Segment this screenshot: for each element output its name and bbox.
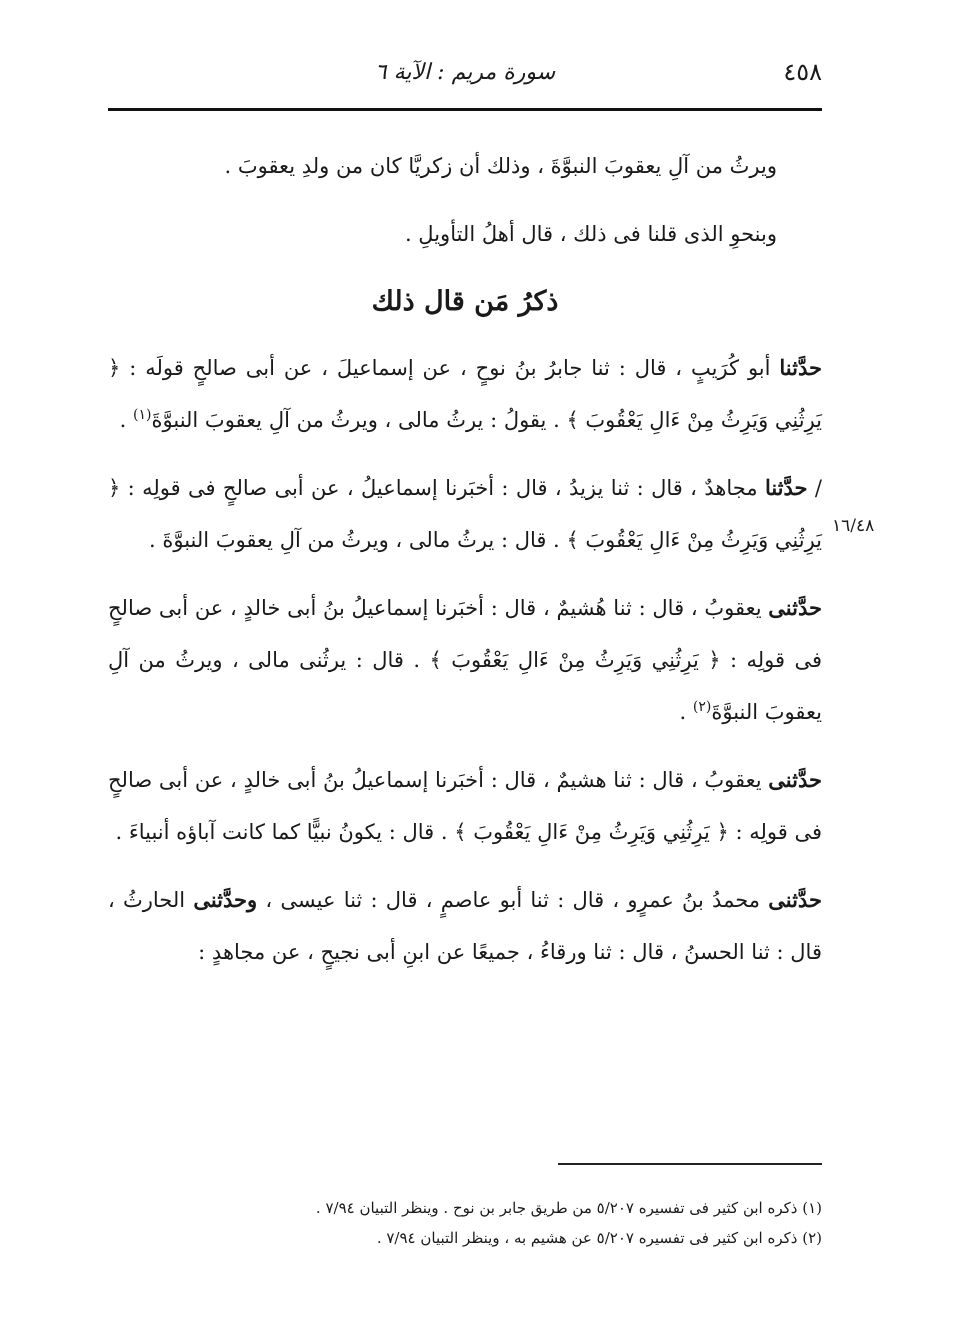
main-text <box>108 140 822 994</box>
paragraph: وبنحوِ الذى قلنا فى ذلك ، قال أهلُ التأويلِ . <box>404 222 777 246</box>
quran-quote: ﴿ يَرِثُنِي وَيَرِثُ مِنْ ءَالِ يَعْقُوبَ ﴾ <box>454 820 729 844</box>
paragraph-end: . <box>679 700 687 724</box>
running-title: سورة مريم : الآية ٦ <box>374 60 556 85</box>
paragraph-text: محمدُ بنُ عمرٍو ، قال : ثنا أبو عاصمٍ ، قال : ثنا عيسى ، <box>265 888 761 912</box>
footnote-rule <box>558 1163 822 1165</box>
page-break-mark: / <box>814 476 822 500</box>
footnote: (١) ذكره ابن كثير فى تفسيره ٥/٢٠٧ من طريق جابر بن نوح . وينظر التبيان ٧/٩٤ . <box>315 1199 822 1217</box>
paragraph-text: أبو كُرَيبٍ ، قال : ثنا جابرُ بنُ نوحٍ ، عن إسماعيلَ ، عن أبى صالحٍ قولَه : <box>129 356 771 380</box>
quran-quote: ﴿ يَرِثُنِي وَيَرِثُ مِنْ ءَالِ يَعْقُوبَ ﴾ <box>108 476 822 552</box>
paragraph-text: . قال : يكونُ نبيًّا كما كانت آباؤه أنبياءَ . <box>115 820 448 844</box>
lead-word: حدَّثنا <box>764 475 808 500</box>
paragraph-text: . قال : يرثُنى مالى ، ويرثُ من آلِ يعقوبَ النبوَّةَ <box>108 648 822 724</box>
footnote-ref: (١) <box>133 407 152 423</box>
section-title: ذكرُ مَن قال ذلك <box>371 286 559 317</box>
footnote: (٢) ذكره ابن كثير فى تفسيره ٥/٢٠٧ عن هشيم به ، وينظر التبيان ٧/٩٤ . <box>376 1229 822 1247</box>
footnotes <box>108 1193 822 1253</box>
lead-word: حدَّثنى <box>768 887 822 912</box>
paragraph-end: . <box>119 408 127 432</box>
paragraph <box>108 342 822 446</box>
quran-quote: ﴿ يَرِثُنِي وَيَرِثُ مِنْ ءَالِ يَعْقُوبَ ﴾ <box>429 648 721 672</box>
paragraph-text: يعقوبُ ، قال : ثنا هشيمٌ ، قال : أخبَرنا إسماعيلُ بنُ أبى خالدٍ ، عن أبى صالحٍ فى قولِه : <box>108 768 822 844</box>
lead-word: حدَّثنا <box>779 355 822 380</box>
lead-word: حدَّثنى <box>768 767 822 792</box>
paragraph-text: مجاهدٌ ، قال : ثنا يزيدُ ، قال : أخبَرنا إسماعيلُ ، عن أبى صالحٍ فى قولِه : <box>127 476 758 500</box>
lead-word: وحدَّثنى <box>193 887 258 912</box>
paragraph <box>108 462 822 566</box>
paragraph-text: . قال : يرثُ مالى ، ويرثُ من آلِ يعقوبَ النبوَّةَ . <box>149 528 560 552</box>
paragraph <box>108 754 822 858</box>
header-rule <box>108 108 822 111</box>
paragraph <box>108 582 822 738</box>
margin-reference: ١٦/٤٨ <box>832 516 875 536</box>
paragraph-text: . يقولُ : يرثُ مالى ، ويرثُ من آلِ يعقوبَ النبوَّةَ <box>151 408 560 432</box>
paragraph <box>108 874 822 978</box>
lead-word: حدَّثنى <box>768 595 822 620</box>
page-header <box>108 52 822 104</box>
paragraph: ويرثُ من آلِ يعقوبَ النبوَّةَ ، وذلك أن زكريَّا كان من ولدِ يعقوبَ . <box>224 154 777 178</box>
footnote-ref: (٢) <box>692 699 712 715</box>
quran-quote: ﴿ يَرِثُنِي وَيَرِثُ مِنْ ءَالِ يَعْقُوبَ ﴾ <box>108 356 822 432</box>
paragraph-text: الحارثُ ، قال : ثنا الحسنُ ، قال : ثنا ورقاءُ ، جميعًا عن ابنِ أبى نجيحٍ ، عن مجاهدٍ : <box>108 888 822 964</box>
page-number: ٤٥٨ <box>783 58 822 86</box>
paragraph-text: يعقوبُ ، قال : ثنا هُشيمٌ ، قال : أخبَرنا إسماعيلُ بنُ أبى خالدٍ ، عن أبى صالحٍ فى قولِه : <box>108 596 822 672</box>
